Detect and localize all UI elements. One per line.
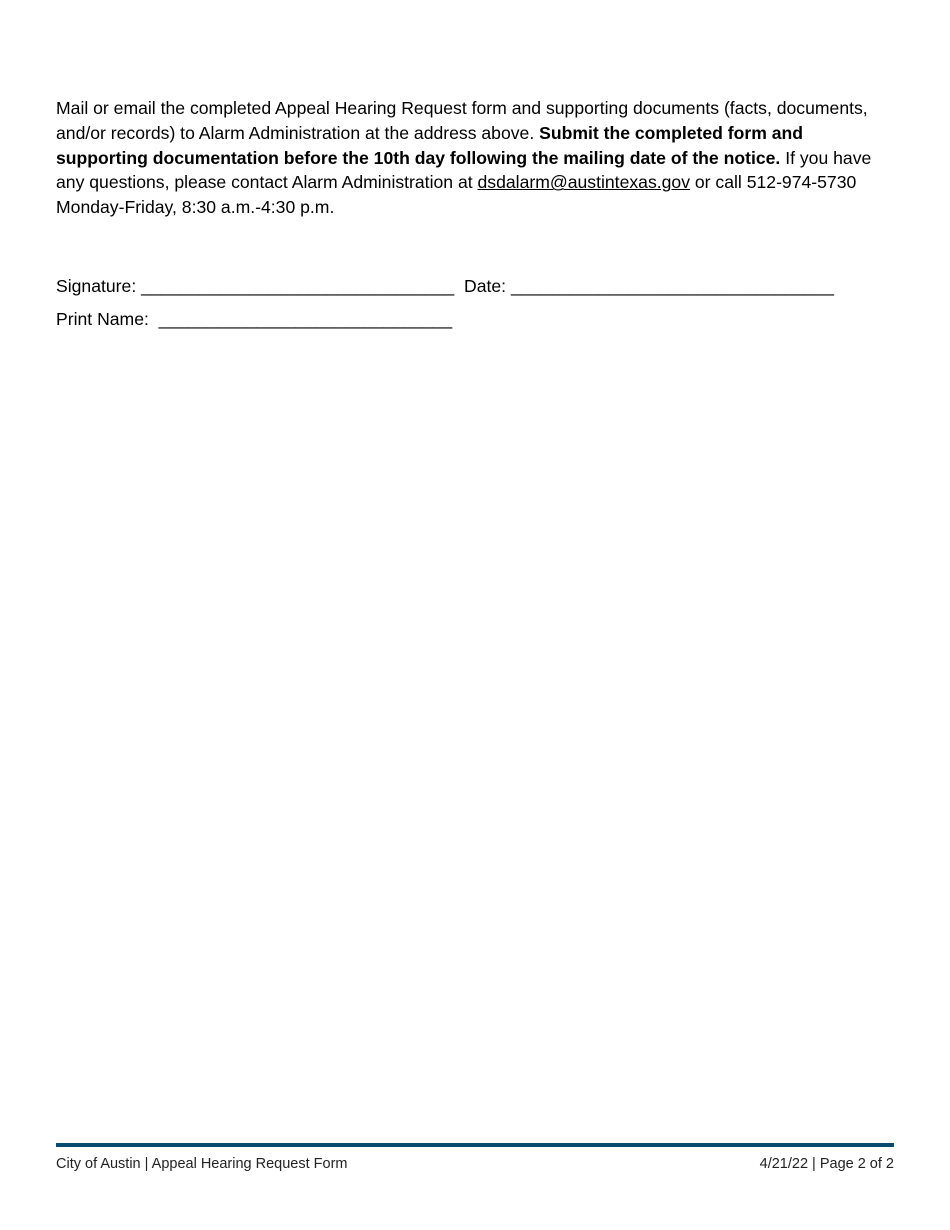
- instructions-deadline-bold: Submit the completed form and supporting documentation before the 10th day following the mailing date of the notice.: [56, 122, 804, 168]
- footer-page-info: 4/21/22 | Page 2 of 2: [759, 1156, 894, 1172]
- footer-divider: [56, 1143, 894, 1147]
- email-link[interactable]: dsdalarm@austintexas.gov: [477, 172, 690, 193]
- date-label: Date:: [464, 276, 507, 296]
- signature-row: [56, 276, 834, 297]
- instructions-text-2: If you have any questions, please contact Alarm Administration at: [56, 147, 872, 193]
- footer-title: City of Austin | Appeal Hearing Request Form: [56, 1156, 348, 1172]
- signature-label: Signature:: [56, 276, 137, 296]
- instructions-text-1: Mail or email the completed Appeal Hearing Request form and supporting documents (facts, documents, and/or records) to Alarm Administration at the address above.: [56, 98, 868, 143]
- signature-field[interactable]: ________________________________: [141, 276, 455, 296]
- print-name-label: Print Name:: [56, 309, 149, 329]
- date-field[interactable]: _________________________________: [510, 276, 834, 296]
- print-name-row: [56, 309, 452, 330]
- print-name-field[interactable]: ______________________________: [158, 309, 453, 329]
- instructions-text-3: or call 512-974-5730 Monday-Friday, 8:30 a.m.-4:30 p.m.: [56, 172, 857, 218]
- instructions-paragraph: [56, 96, 898, 220]
